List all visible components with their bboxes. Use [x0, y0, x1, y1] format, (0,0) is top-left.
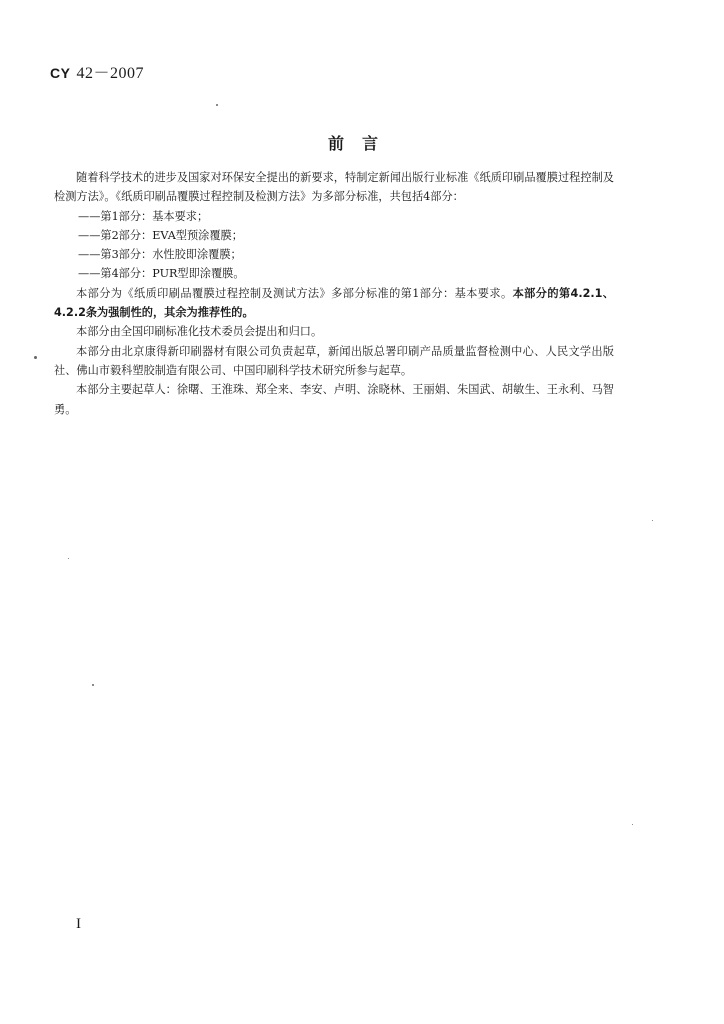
standard-code: [50, 60, 144, 83]
scan-speck: [68, 558, 69, 559]
standard-number: 42－2007: [76, 65, 144, 82]
scope-text: 本部分为《纸质印刷品覆膜过程控制及测试方法》多部分标准的第1部分：基本要求。: [76, 286, 513, 300]
paragraph-proposer: 本部分由全国印刷标准化技术委员会提出和归口。: [76, 325, 323, 339]
paragraph-drafters: 本部分主要起草人：徐曙、王淮珠、郑全来、李安、卢明、涂晓林、王丽娟、朱国武、胡敏生、王永利、马智勇。: [54, 383, 614, 416]
paragraph-drafting-units: 本部分由北京康得新印刷器材有限公司负责起草，新闻出版总署印刷产品质量监督检测中心、人民文学出版社、佛山市毅科塑胶制造有限公司、中国印刷科学技术研究所参与起草。: [54, 344, 614, 377]
paragraph-scope: [54, 284, 614, 323]
page-title: 前言: [327, 134, 396, 153]
scan-speck: [92, 684, 94, 686]
paragraph-intro: 随着科学技术的进步及国家对环保安全提出的新要求，特制定新闻出版行业标准《纸质印刷品覆膜过程控制及检测方法》。《纸质印刷品覆膜过程控制及检测方法》为多部分标准，共包括4部分：: [54, 171, 614, 204]
list-item-part-3: ——第3部分：水性胶即涂覆膜；: [78, 248, 242, 262]
standard-prefix: CY: [50, 65, 71, 81]
page-number: I: [76, 916, 81, 932]
list-item-part-2: ——第2部分：EVA型预涂覆膜；: [78, 228, 243, 242]
list-item-part-4: ——第4部分：PUR型即涂覆膜。: [78, 267, 245, 281]
scan-speck: [632, 824, 633, 825]
scan-speck: [34, 356, 37, 359]
list-item-part-1: ——第1部分：基本要求；: [78, 209, 209, 223]
scan-speck: [652, 520, 653, 521]
scan-speck: [216, 104, 218, 106]
mandatory-clause-text: 本部分的第4.2.1、4.2.2条为强制性的，其余为推荐性的。: [54, 286, 614, 320]
foreword-body: [54, 168, 614, 419]
